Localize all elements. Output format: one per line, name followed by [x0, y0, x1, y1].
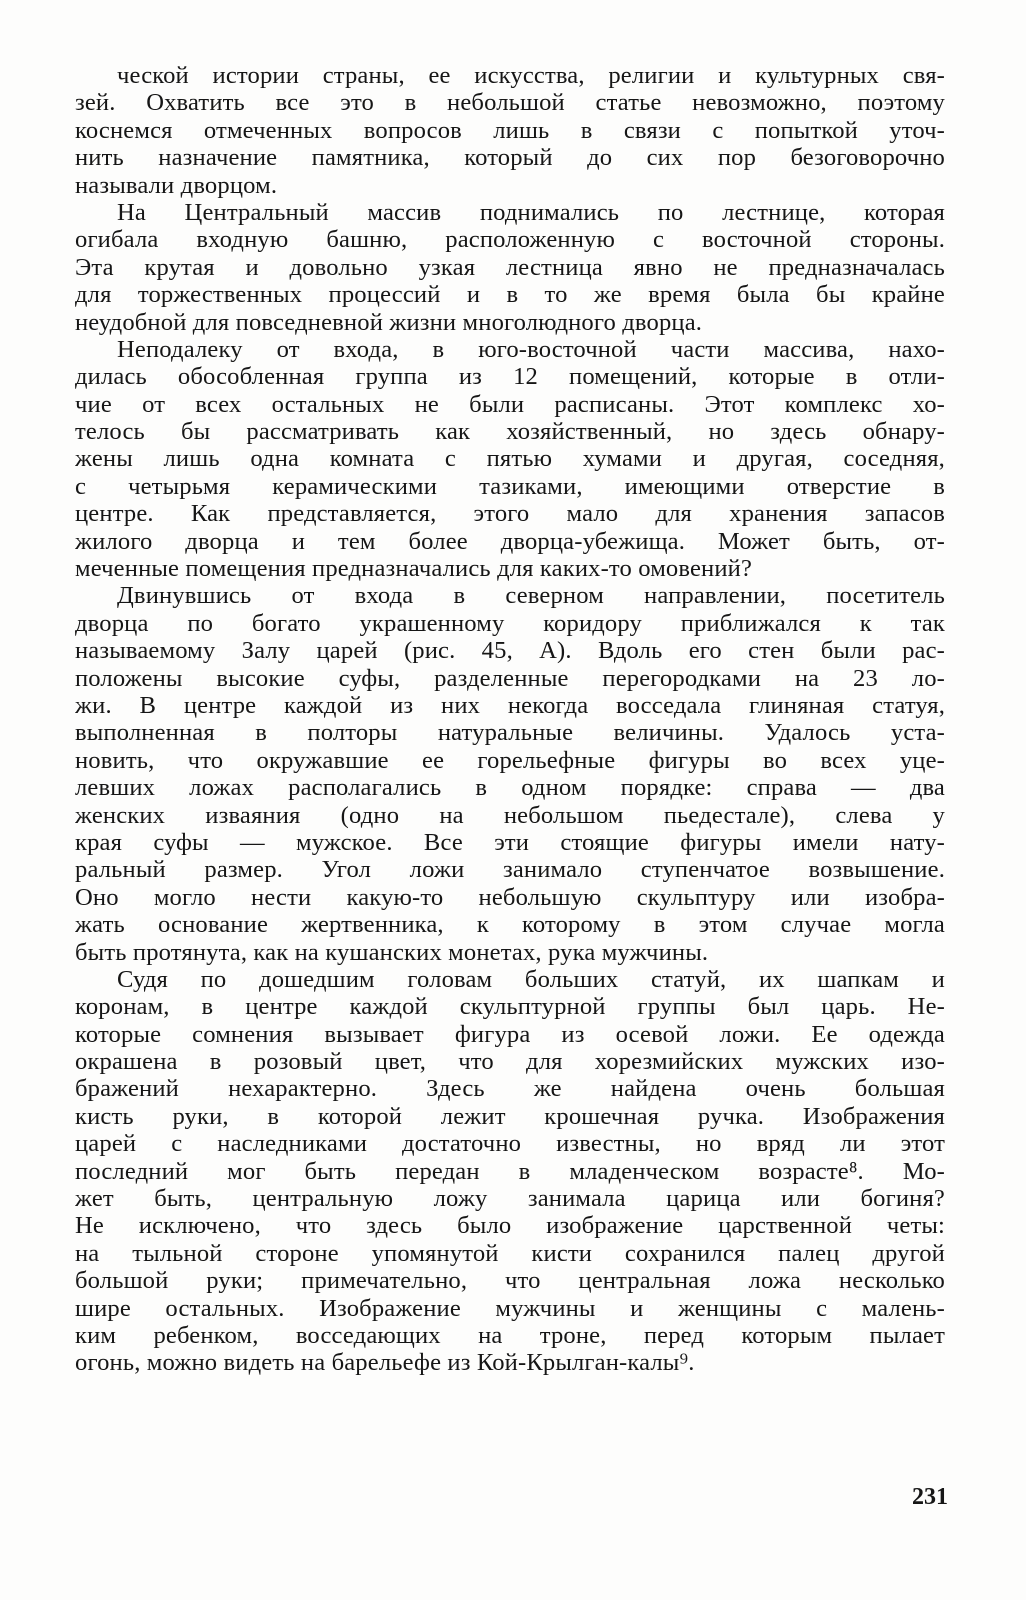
text-line: Неподалеку от входа, в юго-восточной части массива, нахо- [117, 335, 945, 363]
text-line: телось бы рассматривать как хозяйственный, но здесь обнару- [75, 418, 945, 446]
text-line: женских изваяния (одно на небольшом пьедестале), слева у [75, 801, 945, 829]
text-line: окрашена в розовый цвет, что для хорезмийских мужских изо- [75, 1048, 945, 1076]
text-line: зей. Охватить все это в небольшой статье невозможно, поэтому [75, 89, 945, 117]
text-line: чие от всех остальных не были расписаны. Этот комплекс хо- [75, 390, 945, 418]
text-line: коснемся отмеченных вопросов лишь в связи с попыткой уточ- [75, 116, 945, 144]
text-line: Эта крутая и довольно узкая лестница явно не предназначалась [75, 253, 945, 281]
body-text [75, 62, 945, 1377]
text-line: Двинувшись от входа в северном направлении, посетитель [117, 582, 945, 610]
text-line: дилась обособленная группа из 12 помещений, которые в отли- [75, 363, 945, 391]
text-line: бражений нехарактерно. Здесь же найдена очень большая [75, 1075, 945, 1103]
text-line: которые сомнения вызывает фигура из осевой ложи. Ее одежда [75, 1020, 945, 1048]
paragraph [75, 582, 945, 965]
paragraph [75, 966, 945, 1377]
text-line: огонь, можно видеть на барельефе из Кой-Крылган-калы⁹. [75, 1349, 695, 1377]
text-line: ральный размер. Угол ложи занимало ступенчатое возвышение. [75, 856, 945, 884]
text-line: для торжественных процессий и в то же время была бы крайне [75, 281, 945, 309]
text-line: края суфы — мужское. Все эти стоящие фигуры имели нату- [75, 828, 945, 856]
text-line: жилого дворца и тем более дворца-убежища. Может быть, от- [75, 527, 945, 555]
text-line: дворца по богато украшенному коридору приближался к так [75, 609, 945, 637]
text-line: нить назначение памятника, который до сих пор безоговорочно [75, 144, 945, 172]
text-line: жи. В центре каждой из них некогда восседала глиняная статуя, [75, 691, 945, 719]
text-line: На Центральный массив поднимались по лестнице, которая [117, 198, 945, 226]
text-line: жать основание жертвенника, к которому в этом случае могла [75, 911, 945, 939]
text-line: меченные помещения предназначались для каких-то омовений? [75, 555, 753, 583]
text-line: с четырьмя керамическими тазиками, имеющими отверстие в [75, 472, 945, 500]
text-line: неудобной для повседневной жизни многолюдного дворца. [75, 308, 703, 336]
page-number: 231 [912, 1484, 948, 1510]
text-line: жены лишь одна комната с пятью хумами и другая, соседняя, [75, 445, 945, 473]
paragraph [75, 199, 945, 336]
text-line: царей с наследниками достаточно известны, но вряд ли этот [75, 1130, 945, 1158]
text-line: положены высокие суфы, разделенные перегородками на 23 ло- [75, 664, 945, 692]
text-line: ческой истории страны, ее искусства, религии и культурных свя- [117, 62, 945, 89]
text-line: жет быть, центральную ложу занимала царица или богиня? [75, 1185, 945, 1213]
text-line: называемому Залу царей (рис. 45, А). Вдоль его стен были рас- [75, 637, 945, 665]
text-line: ким ребенком, восседающих на троне, перед которым пылает [75, 1321, 945, 1349]
text-line: кисть руки, в которой лежит крошечная ручка. Изображения [75, 1102, 945, 1130]
text-line: шире остальных. Изображение мужчины и женщины с малень- [75, 1294, 945, 1322]
text-line: называли дворцом. [75, 171, 278, 199]
text-line: центре. Как представляется, этого мало для хранения запасов [75, 500, 945, 528]
text-line: новить, что окружавшие ее горельефные фигуры во всех уце- [75, 746, 945, 774]
text-line: большой руки; примечательно, что центральная ложа несколько [75, 1267, 945, 1295]
text-line: на тыльной стороне упомянутой кисти сохранился палец другой [75, 1239, 945, 1267]
text-line: левших ложах располагались в одном порядке: справа — два [75, 774, 945, 802]
text-line: выполненная в полторы натуральные величины. Удалось уста- [75, 719, 945, 747]
paragraph [75, 336, 945, 583]
text-line: последний мог быть передан в младенческом возрасте⁸. Мо- [75, 1157, 945, 1185]
text-line: коронам, в центре каждой скульптурной группы был царь. Не- [75, 993, 945, 1021]
text-line: огибала входную башню, расположенную с восточной стороны. [75, 226, 945, 254]
text-line: Оно могло нести какую-то небольшую скульптуру или изобра- [75, 883, 945, 911]
text-line: Судя по дошедшим головам больших статуй, их шапкам и [117, 965, 945, 993]
text-line: Не исключено, что здесь было изображение царственной четы: [75, 1212, 945, 1240]
text-line: быть протянута, как на кушанских монетах, рука мужчины. [75, 938, 709, 966]
paragraph [75, 62, 945, 199]
